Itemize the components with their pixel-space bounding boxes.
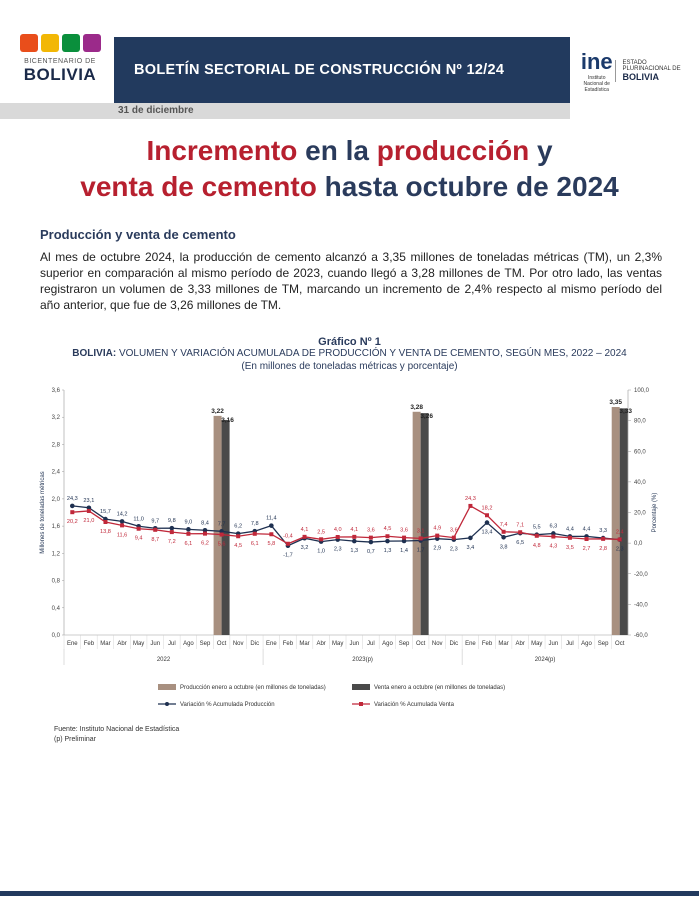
left-tick-label: 2,4 (51, 469, 60, 476)
estado-sub: ESTADO PLURINACIONAL DE (622, 60, 681, 72)
production-variation-point (501, 535, 506, 540)
chart-subtitle-text: VOLUMEN Y VARIACIÓN ACUMULADA DE PRODUCCIÓN Y VENTA DE CEMENTO, SEGÚN MES, 2022 – 2024 (116, 348, 627, 359)
sales-variation-label: 4,9 (433, 525, 442, 532)
legend-sales-line-marker (359, 702, 363, 706)
x-tick-label: Feb (83, 641, 95, 647)
right-tick-label: 20,0 (634, 510, 646, 517)
x-tick-label: Abr (117, 641, 127, 647)
sales-variation-label: 4,3 (549, 543, 558, 550)
sales-variation-point (352, 535, 356, 539)
institution-logos (578, 36, 688, 106)
production-variation-label: 0,7 (366, 549, 375, 556)
sales-variation-point (203, 532, 207, 536)
sales-variation-label: 6,2 (201, 540, 209, 547)
x-tick-label: Dic (250, 641, 260, 647)
bulletin-banner (114, 37, 570, 103)
x-tick-label: Jul (566, 641, 574, 647)
sales-variation-point (601, 537, 605, 541)
section-paragraph: Al mes de octubre 2024, la producción de cemento alcanzó a 3,35 millones de toneladas métricas (TM), un 2,3% superior en comparación al mismo período de 2023, cuando llegó a 3,28 millones de TM. Por otro lado, las ventas registraron un volumen de 3,33 millones de TM, marcando un incremento de 2,4% respecto al mismo período del año anterior, que fue de 3,26 millones de TM. (40, 250, 662, 312)
chart-number: Gráfico Nº 1 (318, 336, 381, 348)
x-tick-label: Nov (232, 641, 244, 647)
production-variation-point (170, 526, 175, 531)
production-variation-label: 14,2 (116, 511, 128, 518)
year-label: 2022 (156, 657, 171, 663)
sales-variation-label: 4,1 (350, 526, 359, 533)
production-variation-label: 7,7 (217, 521, 226, 528)
chart-units: (En millones de toneladas métricas y porcentaje) (241, 361, 458, 372)
sales-variation-point (568, 536, 572, 540)
sales-variation-point (468, 504, 472, 508)
sales-variation-point (535, 534, 539, 538)
x-tick-label: Ago (382, 641, 393, 647)
sales-variation-point (286, 542, 290, 546)
sales-variation-label: 20,2 (66, 519, 78, 526)
production-variation-label: 11,4 (266, 515, 277, 522)
production-variation-label: 2,3 (449, 546, 458, 553)
x-tick-label: Dic (449, 641, 459, 647)
production-variation-label: 4,4 (582, 526, 591, 533)
bulletin-title: BOLETÍN SECTORIAL DE CONSTRUCCIÓN Nº 12/24 (134, 62, 505, 78)
production-variation-point (369, 540, 374, 545)
production-variation-point (485, 520, 490, 525)
x-tick-label: Mar (299, 641, 310, 647)
production-bar-label: 3,35 (609, 399, 623, 407)
x-tick-label: Ene (66, 641, 78, 647)
sales-variation-label: 3,6 (366, 527, 375, 534)
sales-variation-label: 7,1 (516, 522, 525, 529)
x-tick-label: May (531, 641, 543, 647)
legend-production-line-marker (165, 702, 169, 706)
sales-variation-point (452, 536, 456, 540)
production-variation-label: 2,3 (333, 546, 342, 553)
legend-production-bar-label: Producción enero a octubre (en millones de toneladas) (180, 685, 326, 691)
sales-variation-label: 4,8 (532, 542, 541, 549)
production-variation-label: 15,7 (100, 509, 111, 516)
production-variation-label: 2,9 (433, 545, 442, 552)
production-variation-label: 5,5 (532, 524, 541, 531)
sales-variation-label: 5,6 (217, 541, 226, 548)
production-variation-point (269, 523, 274, 528)
x-tick-label: Ago (581, 641, 592, 647)
logo-small-text: BICENTENARIO DE (24, 58, 96, 65)
production-bar (413, 412, 421, 635)
sales-variation-label: 7,2 (167, 539, 176, 546)
production-bar (612, 407, 620, 635)
sales-variation-point (87, 509, 91, 513)
date-bar (0, 103, 570, 119)
ine-logo (578, 49, 615, 93)
right-tick-label: 0,0 (634, 541, 643, 548)
production-variation-point (120, 519, 125, 524)
sales-variation-label: 8,7 (151, 536, 160, 543)
x-tick-label: Abr (316, 641, 326, 647)
right-tick-label: 60,0 (634, 449, 646, 456)
production-variation-point (352, 539, 357, 544)
production-variation-label: 1,4 (400, 547, 408, 554)
left-tick-label: 0,4 (51, 605, 60, 612)
sales-variation-point (551, 535, 555, 539)
production-variation-label: 9,8 (167, 518, 176, 525)
x-tick-label: Ene (465, 641, 476, 647)
production-variation-label: 1,3 (383, 548, 392, 555)
x-tick-label: Oct (415, 641, 426, 647)
right-tick-label: -20,0 (634, 571, 648, 578)
production-variation-label: 1,3 (350, 548, 359, 555)
legend-sales-line-label: Variación % Acumulada Venta (374, 702, 454, 708)
logo-big-text: BOLIVIA (23, 65, 97, 84)
sales-variation-point (518, 530, 522, 534)
left-tick-label: 2,0 (51, 496, 60, 503)
chart-subtitle (0, 348, 699, 359)
production-variation-label: 1,0 (317, 548, 326, 555)
x-tick-label: Jul (167, 641, 176, 647)
sales-variation-label: 6,1 (250, 540, 259, 547)
x-tick-label: Ago (183, 641, 194, 647)
x-tick-label: Feb (481, 641, 493, 647)
right-tick-label: -40,0 (634, 602, 648, 609)
sales-variation-label: 6,1 (184, 540, 193, 547)
production-variation-label: 9,7 (151, 518, 160, 525)
production-variation-label: 13,4 (481, 529, 493, 536)
sales-variation-point (236, 534, 240, 538)
right-tick-label: 40,0 (634, 479, 646, 486)
sales-bar-label: 3,26 (420, 412, 433, 420)
left-tick-label: 3,6 (51, 388, 60, 394)
sales-variation-label: 2,7 (582, 545, 591, 552)
sales-variation-point (70, 510, 74, 514)
sales-variation-point (153, 528, 157, 532)
sales-variation-label: -0,4 (283, 533, 293, 540)
sales-variation-label: 13,8 (100, 528, 111, 535)
x-tick-label: Jul (367, 641, 375, 647)
sales-variation-label: 4,5 (234, 543, 243, 550)
x-tick-label: Jun (548, 641, 559, 647)
sales-variation-label: 7,4 (499, 521, 508, 528)
sales-variation-point (485, 513, 489, 517)
x-tick-label: Mar (100, 641, 111, 647)
x-tick-label: Abr (515, 641, 525, 647)
production-variation-label: 24,3 (66, 495, 78, 502)
bicentenario-tiles (14, 34, 106, 52)
chart-country: BOLIVIA: (72, 348, 117, 359)
production-variation-label: 3,2 (300, 545, 309, 552)
sales-bar-label: 3,33 (619, 408, 633, 416)
left-tick-label: 2,8 (51, 442, 60, 449)
right-tick-label: 100,0 (634, 388, 650, 394)
right-tick-label: -60,0 (634, 633, 648, 639)
ine-label: ine (580, 49, 613, 74)
x-tick-label: Sep (199, 641, 211, 647)
sales-variation-label: 3,6 (400, 527, 408, 534)
sales-variation-point (385, 534, 389, 538)
production-variation-point (186, 527, 191, 532)
x-tick-label: May (132, 641, 145, 647)
x-tick-label: Ene (266, 641, 277, 647)
bicentenario-logo (14, 34, 106, 96)
x-tick-label: Sep (597, 641, 609, 647)
title-part-5: venta de cemento (80, 171, 317, 202)
sales-bar (421, 413, 429, 635)
title-part-3: producción (376, 135, 530, 166)
sales-variation-point (303, 535, 307, 539)
right-axis-label: Porcentaje (%) (652, 492, 658, 533)
ine-sub: Instituto Nacional de Estadística (583, 75, 610, 93)
sales-variation-label: 4,0 (333, 527, 342, 533)
left-tick-label: 0,8 (51, 578, 60, 585)
sales-variation-point (269, 532, 273, 536)
sales-variation-point (369, 536, 373, 540)
title-part-2: en la (297, 135, 377, 166)
legend-sales-bar-label: Venta enero a octubre (en millones de toneladas) (374, 685, 506, 691)
x-tick-label: May (332, 641, 344, 647)
sales-variation-label: 4,1 (300, 526, 309, 533)
page-title (0, 133, 699, 205)
preliminary-note: (p) Preliminar (54, 736, 97, 743)
x-tick-label: Mar (498, 641, 509, 647)
left-tick-label: 1,2 (51, 551, 60, 558)
title-part-1: Incremento (146, 135, 298, 166)
cement-chart (0, 380, 699, 720)
production-variation-label: 1,7 (416, 547, 425, 554)
year-label: 2024(p) (534, 657, 556, 663)
sales-variation-label: 24,3 (464, 495, 476, 502)
x-tick-label: Feb (282, 641, 294, 647)
production-bar-label: 3,22 (211, 407, 224, 415)
sales-variation-label: 21,0 (83, 517, 95, 524)
sales-variation-label: 2,8 (599, 545, 608, 552)
production-variation-label: 7,8 (250, 521, 259, 528)
x-tick-label: Oct (615, 641, 625, 647)
sales-variation-point (170, 530, 174, 534)
sales-bar-label: 3,16 (221, 416, 234, 424)
right-tick-label: 80,0 (634, 418, 646, 425)
title-part-4: y (529, 135, 553, 166)
production-variation-label: 23,1 (83, 497, 95, 504)
sales-variation-label: 9,4 (134, 535, 143, 542)
sales-variation-point (585, 537, 589, 541)
sales-variation-point (103, 520, 107, 524)
production-variation-label: 8,4 (201, 520, 209, 527)
production-variation-label: -1,7 (283, 552, 293, 559)
x-tick-label: Jun (150, 641, 161, 647)
legend-production-line-label: Variación % Acumulada Producción (180, 702, 275, 708)
production-bar-label: 3,28 (410, 403, 423, 411)
production-variation-label: 9,0 (184, 519, 193, 526)
x-tick-label: Nov (431, 641, 443, 647)
sales-variation-point (253, 532, 257, 536)
sales-variation-point (402, 536, 406, 540)
production-variation-label: 2,3 (615, 546, 624, 553)
year-label: 2023(p) (352, 657, 373, 663)
production-variation-label: 4,4 (566, 526, 574, 533)
left-tick-label: 1,6 (51, 524, 60, 531)
estado-logo (615, 60, 688, 82)
production-variation-point (385, 539, 390, 544)
production-variation-label: 3,3 (599, 528, 608, 535)
sales-bar (620, 408, 628, 635)
production-variation-label: 11,0 (133, 516, 144, 523)
section-heading: Producción y venta de cemento (40, 227, 236, 242)
sales-variation-label: 18,2 (481, 505, 493, 512)
production-variation-label: 6,2 (234, 523, 243, 530)
sales-variation-point (319, 537, 323, 541)
sales-variation-label: 2,5 (317, 529, 326, 536)
title-part-6: hasta octubre de 2024 (316, 171, 619, 202)
estado-big: BOLIVIA (622, 72, 659, 82)
x-tick-label: Sep (398, 641, 410, 647)
sales-variation-point (618, 537, 622, 541)
sales-variation-label: 5,8 (267, 541, 276, 548)
sales-bar (222, 420, 230, 635)
sales-variation-point (336, 535, 340, 539)
sales-variation-point (137, 527, 141, 531)
production-variation-point (70, 504, 75, 509)
sales-variation-label: 4,5 (383, 526, 392, 533)
left-tick-label: 0,0 (51, 633, 60, 639)
left-tick-label: 3,2 (51, 415, 60, 422)
left-axis-label: Millones de toneladas métricas (40, 471, 46, 554)
sales-variation-point (502, 530, 506, 534)
production-variation-label: 6,3 (549, 523, 558, 530)
production-variation-point (468, 536, 473, 541)
sales-variation-label: 3,6 (449, 527, 458, 534)
sales-variation-label: 3,1 (416, 528, 425, 535)
legend-sales-bar-swatch (352, 684, 370, 690)
legend-production-bar-swatch (158, 684, 176, 690)
sales-variation-point (186, 532, 190, 536)
sales-variation-point (435, 534, 439, 538)
source-note (54, 725, 179, 745)
production-variation-label: 3,4 (466, 544, 475, 551)
footer-bar (0, 891, 699, 896)
sales-variation-label: 3,5 (566, 544, 574, 551)
sales-variation-point (419, 536, 423, 540)
sales-variation-label: 11,6 (116, 532, 128, 539)
production-variation-label: 6,5 (516, 540, 525, 547)
sales-variation-point (120, 523, 124, 527)
sales-variation-label: 2,4 (615, 529, 624, 536)
x-tick-label: Oct (216, 641, 227, 647)
x-tick-label: Jun (349, 641, 360, 647)
publication-date: 31 de diciembre (118, 105, 194, 116)
production-variation-label: 3,8 (499, 544, 508, 551)
sales-variation-point (220, 533, 224, 537)
source-line: Fuente: Instituto Nacional de Estadística (54, 726, 180, 733)
